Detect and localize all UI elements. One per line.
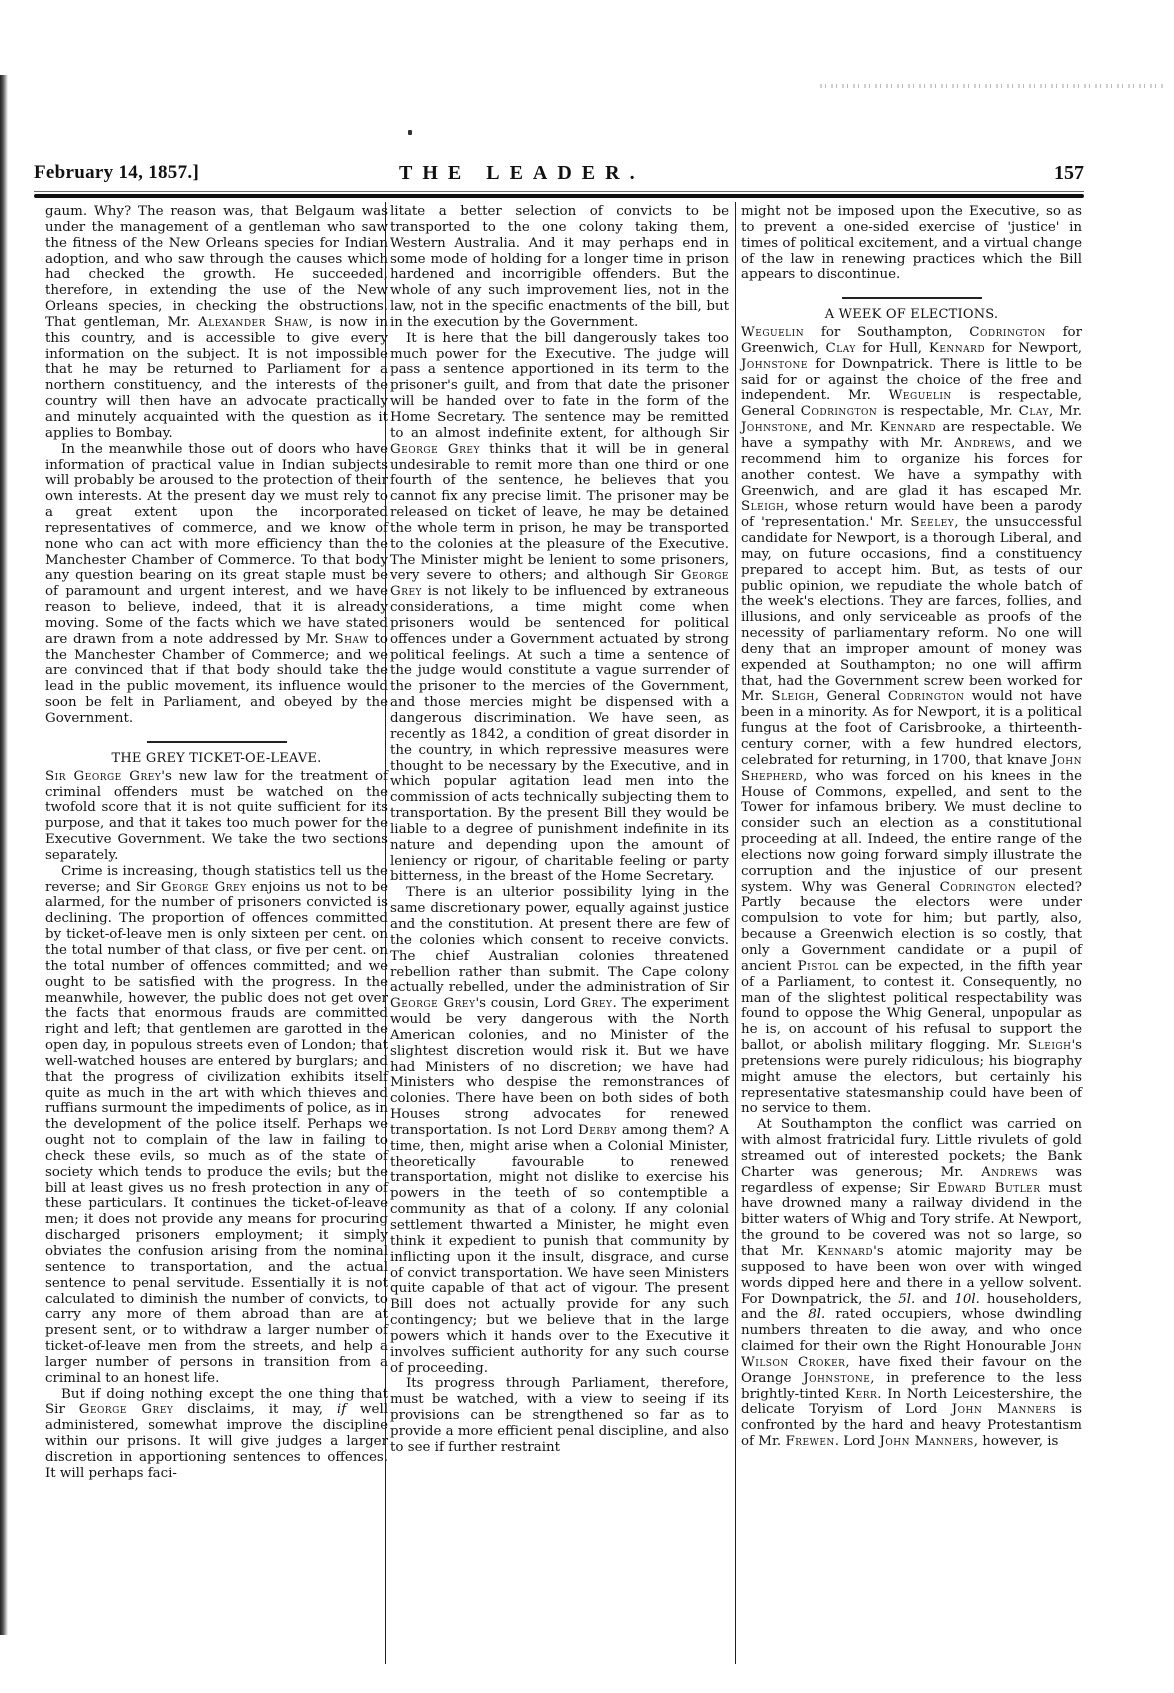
column-1 — [45, 204, 388, 1482]
newspaper-title: THE LEADER. — [399, 162, 645, 184]
article-paragraph: gaum. Why? The reason was, that Belgaum was under the management of a gentleman who saw the fitness of the New Orleans species for Indian adoption, and who saw through the causes which had checked the growth. He succeeded, therefore, in extending the use of the New Orleans species, in checking the obstructions. That gentleman, Mr. Alexander Shaw, is now in this country, and is accessible to give every information on the subject. It is not impossible that he may be returned to Parliament for a northern constituency, and the interests of the country will then have an advocate practically and minutely acquainted with the question as it applies to Bombay. — [45, 204, 388, 441]
column-2 — [390, 204, 729, 1456]
article-paragraph: Sir George Grey's new law for the treatment of criminal offenders must be watched on the twofold score that it is not quite sufficient for its purpose, and that it takes too much power for the Executive Government. We take the two sections separately. — [45, 768, 388, 863]
article-paragraph: But if doing nothing except the one thing that Sir George Grey disclaims, it may, if well administered, somewhat improve the discipline within our prisons. It will give judges a larger discretion in apportioning sentences to offences. It will perhaps faci- — [45, 1386, 389, 1481]
masthead-rule — [34, 194, 1084, 198]
page-number: 157 — [1054, 162, 1084, 184]
article-paragraph: might not be imposed upon the Executive, so as to prevent a one-sided exercise of 'justice' in times of political excitement, and a virtual change of the law in renewing practices which the Bill appears to discontinue. — [741, 204, 1082, 283]
masthead-thin-rule — [34, 191, 1084, 192]
column-divider-2 — [735, 202, 736, 1664]
section-separator — [147, 741, 287, 743]
article-paragraph: It is here that the bill dangerously takes too much power for the Executive. The judge will pass a sentence apportioned in its term to the prisoner's guilt, and from that date the prisoner will be handed over to fate in the form of the Home Secretary. The sentence may be remitted to an almost indefinite extent, for although Sir George Grey thinks that it will be in general undesirable to remit more than one third or one fourth of the sentence, he believes that you cannot fix any precise limit. The prisoner may be released on ticket of leave, he may be detained the whole term in prison, he may be transported to the colonies at the pleasure of the Executive. The Minister might be lenient to some prisoners, very severe to others; and although Sir George Grey is not likely to be influenced by extraneous considerations, a time might come when prisoners would be sentenced for political offences under a Government actuated by strong political feelings. At such a time a sentence of the judge would constitute a vague surrender of the prisoner to the mercies of the Government, and those mercies might be dispensed with a dangerous discrimination. We have seen, as recently as 1842, a condition of great disorder in the country, in which repressive measures were thought to be necessary by the Executive, and in which popular agitation lead men into the commission of acts technically subjecting them to transportation. By the present Bill they would be liable to a degree of punishment indefinite in its nature and depending upon the amount of leniency or rigour, of charitable feeling or party bitterness, in the breast of the Home Secretary. — [390, 330, 730, 885]
article-paragraph: litate a better selection of convicts to be transported to the one colony taking them, Western Australia. And it may perhaps end in some mode of holding for a longer time in prison hardened and incorrigible offenders. But the whole of any such improvement lies, not in the law, not in the specific enactments of the bill, but in the execution by the Government. — [390, 204, 729, 330]
section-separator — [842, 297, 982, 299]
article-paragraph: In the meanwhile those out of doors who have information of practical value in Indian subjects will probably be aroused to the protection of their own interests. At the present day we must rely to a great extent upon the incorporated representatives of commerce, and we know of none who can act with more efficiency than the Manchester Chamber of Commerce. To that body any question bearing on its great staple must be of paramount and urgent interest, and we have reason to believe, indeed, that it is already moving. Some of the facts which we have stated are drawn from a note addressed by Mr. Shaw to the Manchester Chamber of Commerce; and we are convinced that if that body should take the lead in the public movement, its influence would soon be felt in Parliament, and obeyed by the Government. — [45, 441, 388, 726]
article-paragraph: There is an ulterior possibility lying in the same discretionary power, equally against justice and the constitution. At present there are few of the colonies which consent to receive convicts. The chief Australian colonies threatened rebellion rather than submit. The Cape colony actually rebelled, under the administration of Sir George Grey's cousin, Lord Grey. The experiment would be very dangerous with the North American colonies, and no Minister of the slightest discretion would risk it. But we have had Ministers of no discretion; we have had Ministers who despise the remonstrances of colonies. There have been on both sides of both Houses strong advocates for renewed transportation. Is not Lord Derby among them? A time, then, might arise when a Colonial Minister, theoretically favourable to renewed transportation, might not dislike to exercise his powers in the teeth of so contemptible a community as that of a colony. If any colonial settlement thwarted a Minister, he might even think it expedient to punish that community by inflicting upon it the insult, disgrace, and curse of convict transportation. We have seen Ministers quite capable of that act of vigour. The present Bill does not actually provide for any such contingency; but we believe that in the large powers which it hands over to the Executive it involves sufficient authority for any such course of proceeding. — [390, 885, 729, 1376]
article-heading: THE GREY TICKET-OE-LEAVE. — [111, 750, 322, 766]
article-paragraph: At Southampton the conflict was carried on with almost fratricidal fury. Little rivulets of gold streamed out of interested pockets; the Bank Charter was generous; Mr. Andrews was regardless of expense; Sir Edward Butler must have drowned many a railway dividend in the bitter waters of Whig and Tory strife. At Newport, the ground to be covered was not so large, so that Mr. Kennard's atomic majority may be supposed to have been won over with winged words dipped here and there in a yellow solvent. For Downpatrick, the 5l. and 10l. householders, and the 8l. rated occupiers, whose dwindling numbers threaten to die away, and who once claimed for their own the Right Honourable John Wilson Croker, have fixed their favour on the Orange Johnstone, in preference to the less brightly-tinted Kerr. In North Leicestershire, the delicate Toryism of Lord John Manners is confronted by the hard and heavy Protestantism of Mr. Frewen. Lord John Manners, however, is — [741, 1117, 1083, 1450]
page-binding-edge — [0, 75, 8, 1635]
article-paragraph: Crime is increasing, though statistics tell us the reverse; and Sir George Grey enjoins us not to be alarmed, for the number of prisoners convicted is declining. The proportion of offences committed by ticket-of-leave men is only sixteen per cent. on the total number of that class, or five per cent. on the total number of offences committed; and we ought to be satisfied with the progress. In the meanwhile, however, the public does not get over the facts that enormous frauds are committed right and left; that gentlemen are garotted in the open day, in populous streets even of London; that well-watched houses are entered by burglars; and that the progress of civilization exhibits itself quite as much in the art with which thieves and ruffians surmount the impediments of police, as in the development of the police itself. Perhaps we ought not to complain of the law in failing to check these evils, so much as of the state of society which tends to produce the evils; but the bill at least gives us no fresh protection in any of these particulars. It continues the ticket-of-leave men; it does not provide any means for procuring discharged prisoners employment; it simply obviates the confusion arising from the nominal sentence to transportation, and the actual sentence to penal servitude. Essentially it is not calculated to diminish the number of convicts, to carry any more of them abroad than are at present sent, or to withdraw a larger number of ticket-of-leave men from the streets, and help a larger number of persons in transition from a criminal to an honest life. — [45, 863, 389, 1386]
article-paragraph: Weguelin for Southampton, Codrington for Greenwich, Clay for Hull, Kennard for Newport, Johnstone for Downpatrick. There is little to be said for or against the choice of the free and independent. Mr. Weguelin is respectable, General Codrington is respectable, Mr. Clay, Mr. Johnstone, and Mr. Kennard are respectable. We have a sympathy with Mr. Andrews, and we recommend him to organize his forces for another contest. We have a sympathy with Greenwich, and are glad it has escaped Mr. Sleigh, whose return would have been a parody of 'representation.' Mr. Seeley, the unsuccessful candidate for Newport, is a thorough Liberal, and may, on future occasions, find a constituency prepared to accept him. But, as tests of our public opinion, we repudiate the whole batch of the week's elections. They are farces, follies, and illusions, and only serviceable as proofs of the necessity of parliamentary reform. No one will deny that an improper amount of money was expended at Southampton; no one will affirm that, had the Government screw been worked for Mr. Sleigh, General Codrington would not have been in a minority. As for Newport, it is a political fungus at the foot of Carisbrooke, a thirteenth-century corner, with a few hundred electors, celebrated for returning, in 1700, that knave John Shepherd, who was forced on his knees in the House of Commons, expelled, and sent to the Tower for infamous bribery. We must decline to consider such an election as a constitutional proceeding at all. Indeed, the entire range of the elections now going forward simply illustrate the corruption and the injustice of our present system. Why was General Codrington elected? Partly because the electors were under compulsion to vote for him; but partly, also, because a Greenwich election is so costly, that only a Government candidate or a pupil of ancient Pistol can be expected, in the fifth year of a Parliament, to contest it. Consequently, no man of the slightest political respectability was found to oppose the Whig General, unpopular as he is, on account of his refusal to support the ballot, or abolish military flogging. Mr. Sleigh's pretensions were purely ridiculous; his biography might amuse the electors, but certainly his representative statesmanship could have been of no service to them. — [741, 325, 1083, 1117]
ink-dot — [408, 130, 412, 135]
column-3 — [741, 204, 1082, 1450]
article-heading: A WEEK OF ELECTIONS. — [824, 307, 999, 323]
issue-date: February 14, 1857.] — [34, 162, 200, 183]
scan-noise — [820, 84, 1165, 88]
article-paragraph: Its progress through Parliament, therefore, must be watched, with a view to seeing if its provisions can be strengthened so far as to provide a more efficient penal discipline, and also to see if further restraint — [390, 1376, 729, 1455]
masthead — [34, 162, 1084, 192]
